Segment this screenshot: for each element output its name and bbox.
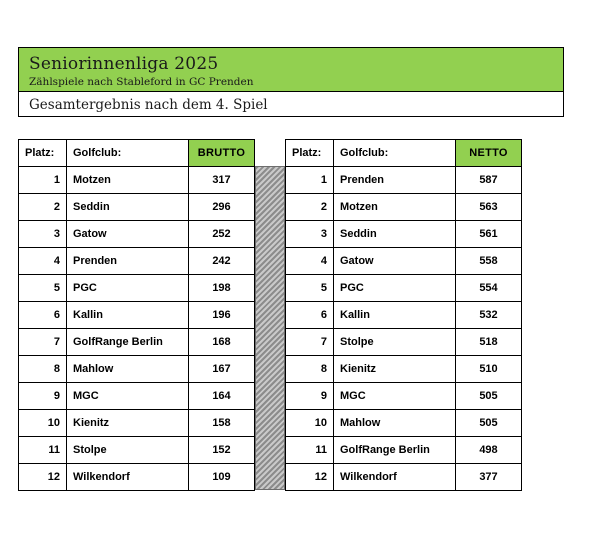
brutto-rank: 1 [19,167,67,194]
brutto-club: Mahlow [67,356,189,383]
divider-spacer [255,139,285,166]
brutto-club: Kienitz [67,410,189,437]
netto-rank: 1 [286,167,334,194]
brutto-rank: 4 [19,248,67,275]
brutto-score: 164 [189,383,255,410]
table-row [19,410,255,437]
brutto-rank: 2 [19,194,67,221]
brutto-rank: 12 [19,464,67,491]
table-row [19,167,255,194]
netto-score: 587 [456,167,522,194]
table-row [286,275,522,302]
brutto-header-club: Golfclub: [67,140,189,167]
netto-club: MGC [334,383,456,410]
table-row [19,329,255,356]
brutto-score: 152 [189,437,255,464]
brutto-rank: 6 [19,302,67,329]
table-header-row [286,140,522,167]
table-row [19,194,255,221]
netto-table [285,139,522,491]
netto-score: 377 [456,464,522,491]
brutto-rank: 3 [19,221,67,248]
table-row [286,167,522,194]
netto-rank: 3 [286,221,334,248]
title-banner [18,47,564,91]
brutto-club: GolfRange Berlin [67,329,189,356]
brutto-club: Stolpe [67,437,189,464]
brutto-club: MGC [67,383,189,410]
netto-rank: 4 [286,248,334,275]
netto-club: Seddin [334,221,456,248]
table-row [286,437,522,464]
netto-club: Motzen [334,194,456,221]
spacer [18,117,564,139]
table-row [286,302,522,329]
brutto-score: 109 [189,464,255,491]
netto-rank: 8 [286,356,334,383]
brutto-score: 198 [189,275,255,302]
table-header-row [19,140,255,167]
brutto-score: 196 [189,302,255,329]
table-row [19,221,255,248]
netto-rank: 11 [286,437,334,464]
netto-score: 510 [456,356,522,383]
brutto-rank: 8 [19,356,67,383]
table-row [19,275,255,302]
netto-score: 505 [456,383,522,410]
table-row [286,464,522,491]
table-row [286,356,522,383]
brutto-club: Seddin [67,194,189,221]
results-sheet [18,47,564,491]
netto-score: 505 [456,410,522,437]
netto-club: Kienitz [334,356,456,383]
result-line-banner [18,91,564,117]
table-row [19,356,255,383]
page-subtitle: Zählspiele nach Stableford in GC Prenden [29,76,254,88]
netto-rank: 10 [286,410,334,437]
brutto-rank: 10 [19,410,67,437]
tables-container [18,139,564,491]
brutto-club: Prenden [67,248,189,275]
netto-score: 563 [456,194,522,221]
brutto-score: 242 [189,248,255,275]
brutto-score: 168 [189,329,255,356]
netto-header-platz: Platz: [286,140,334,167]
brutto-rank: 9 [19,383,67,410]
table-row [286,221,522,248]
table-row [286,410,522,437]
netto-score: 561 [456,221,522,248]
table-row [19,302,255,329]
brutto-club: Wilkendorf [67,464,189,491]
netto-header-club: Golfclub: [334,140,456,167]
netto-club: Stolpe [334,329,456,356]
netto-rank: 9 [286,383,334,410]
netto-club: Wilkendorf [334,464,456,491]
brutto-rank: 7 [19,329,67,356]
table-row [286,194,522,221]
netto-header-score: NETTO [456,140,522,167]
table-row [19,464,255,491]
page-title: Seniorinnenliga 2025 [29,54,219,74]
netto-club: Mahlow [334,410,456,437]
table-row [286,248,522,275]
netto-club: Kallin [334,302,456,329]
netto-club: Prenden [334,167,456,194]
brutto-club: Kallin [67,302,189,329]
netto-rank: 6 [286,302,334,329]
brutto-score: 296 [189,194,255,221]
brutto-header-score: BRUTTO [189,140,255,167]
brutto-rank: 5 [19,275,67,302]
divider-column [255,139,285,490]
netto-rank: 2 [286,194,334,221]
netto-rank: 7 [286,329,334,356]
brutto-score: 252 [189,221,255,248]
table-row [19,248,255,275]
netto-score: 532 [456,302,522,329]
table-row [19,383,255,410]
netto-rank: 12 [286,464,334,491]
result-line: Gesamtergebnis nach dem 4. Spiel [29,97,268,113]
netto-score: 518 [456,329,522,356]
netto-score: 558 [456,248,522,275]
brutto-table [18,139,255,491]
netto-score: 554 [456,275,522,302]
brutto-score: 167 [189,356,255,383]
brutto-score: 317 [189,167,255,194]
table-row [286,329,522,356]
brutto-header-platz: Platz: [19,140,67,167]
brutto-club: Motzen [67,167,189,194]
brutto-rank: 11 [19,437,67,464]
brutto-club: PGC [67,275,189,302]
netto-club: PGC [334,275,456,302]
netto-score: 498 [456,437,522,464]
netto-club: Gatow [334,248,456,275]
brutto-club: Gatow [67,221,189,248]
striped-divider [255,166,285,490]
brutto-score: 158 [189,410,255,437]
netto-club: GolfRange Berlin [334,437,456,464]
table-row [19,437,255,464]
netto-rank: 5 [286,275,334,302]
table-row [286,383,522,410]
